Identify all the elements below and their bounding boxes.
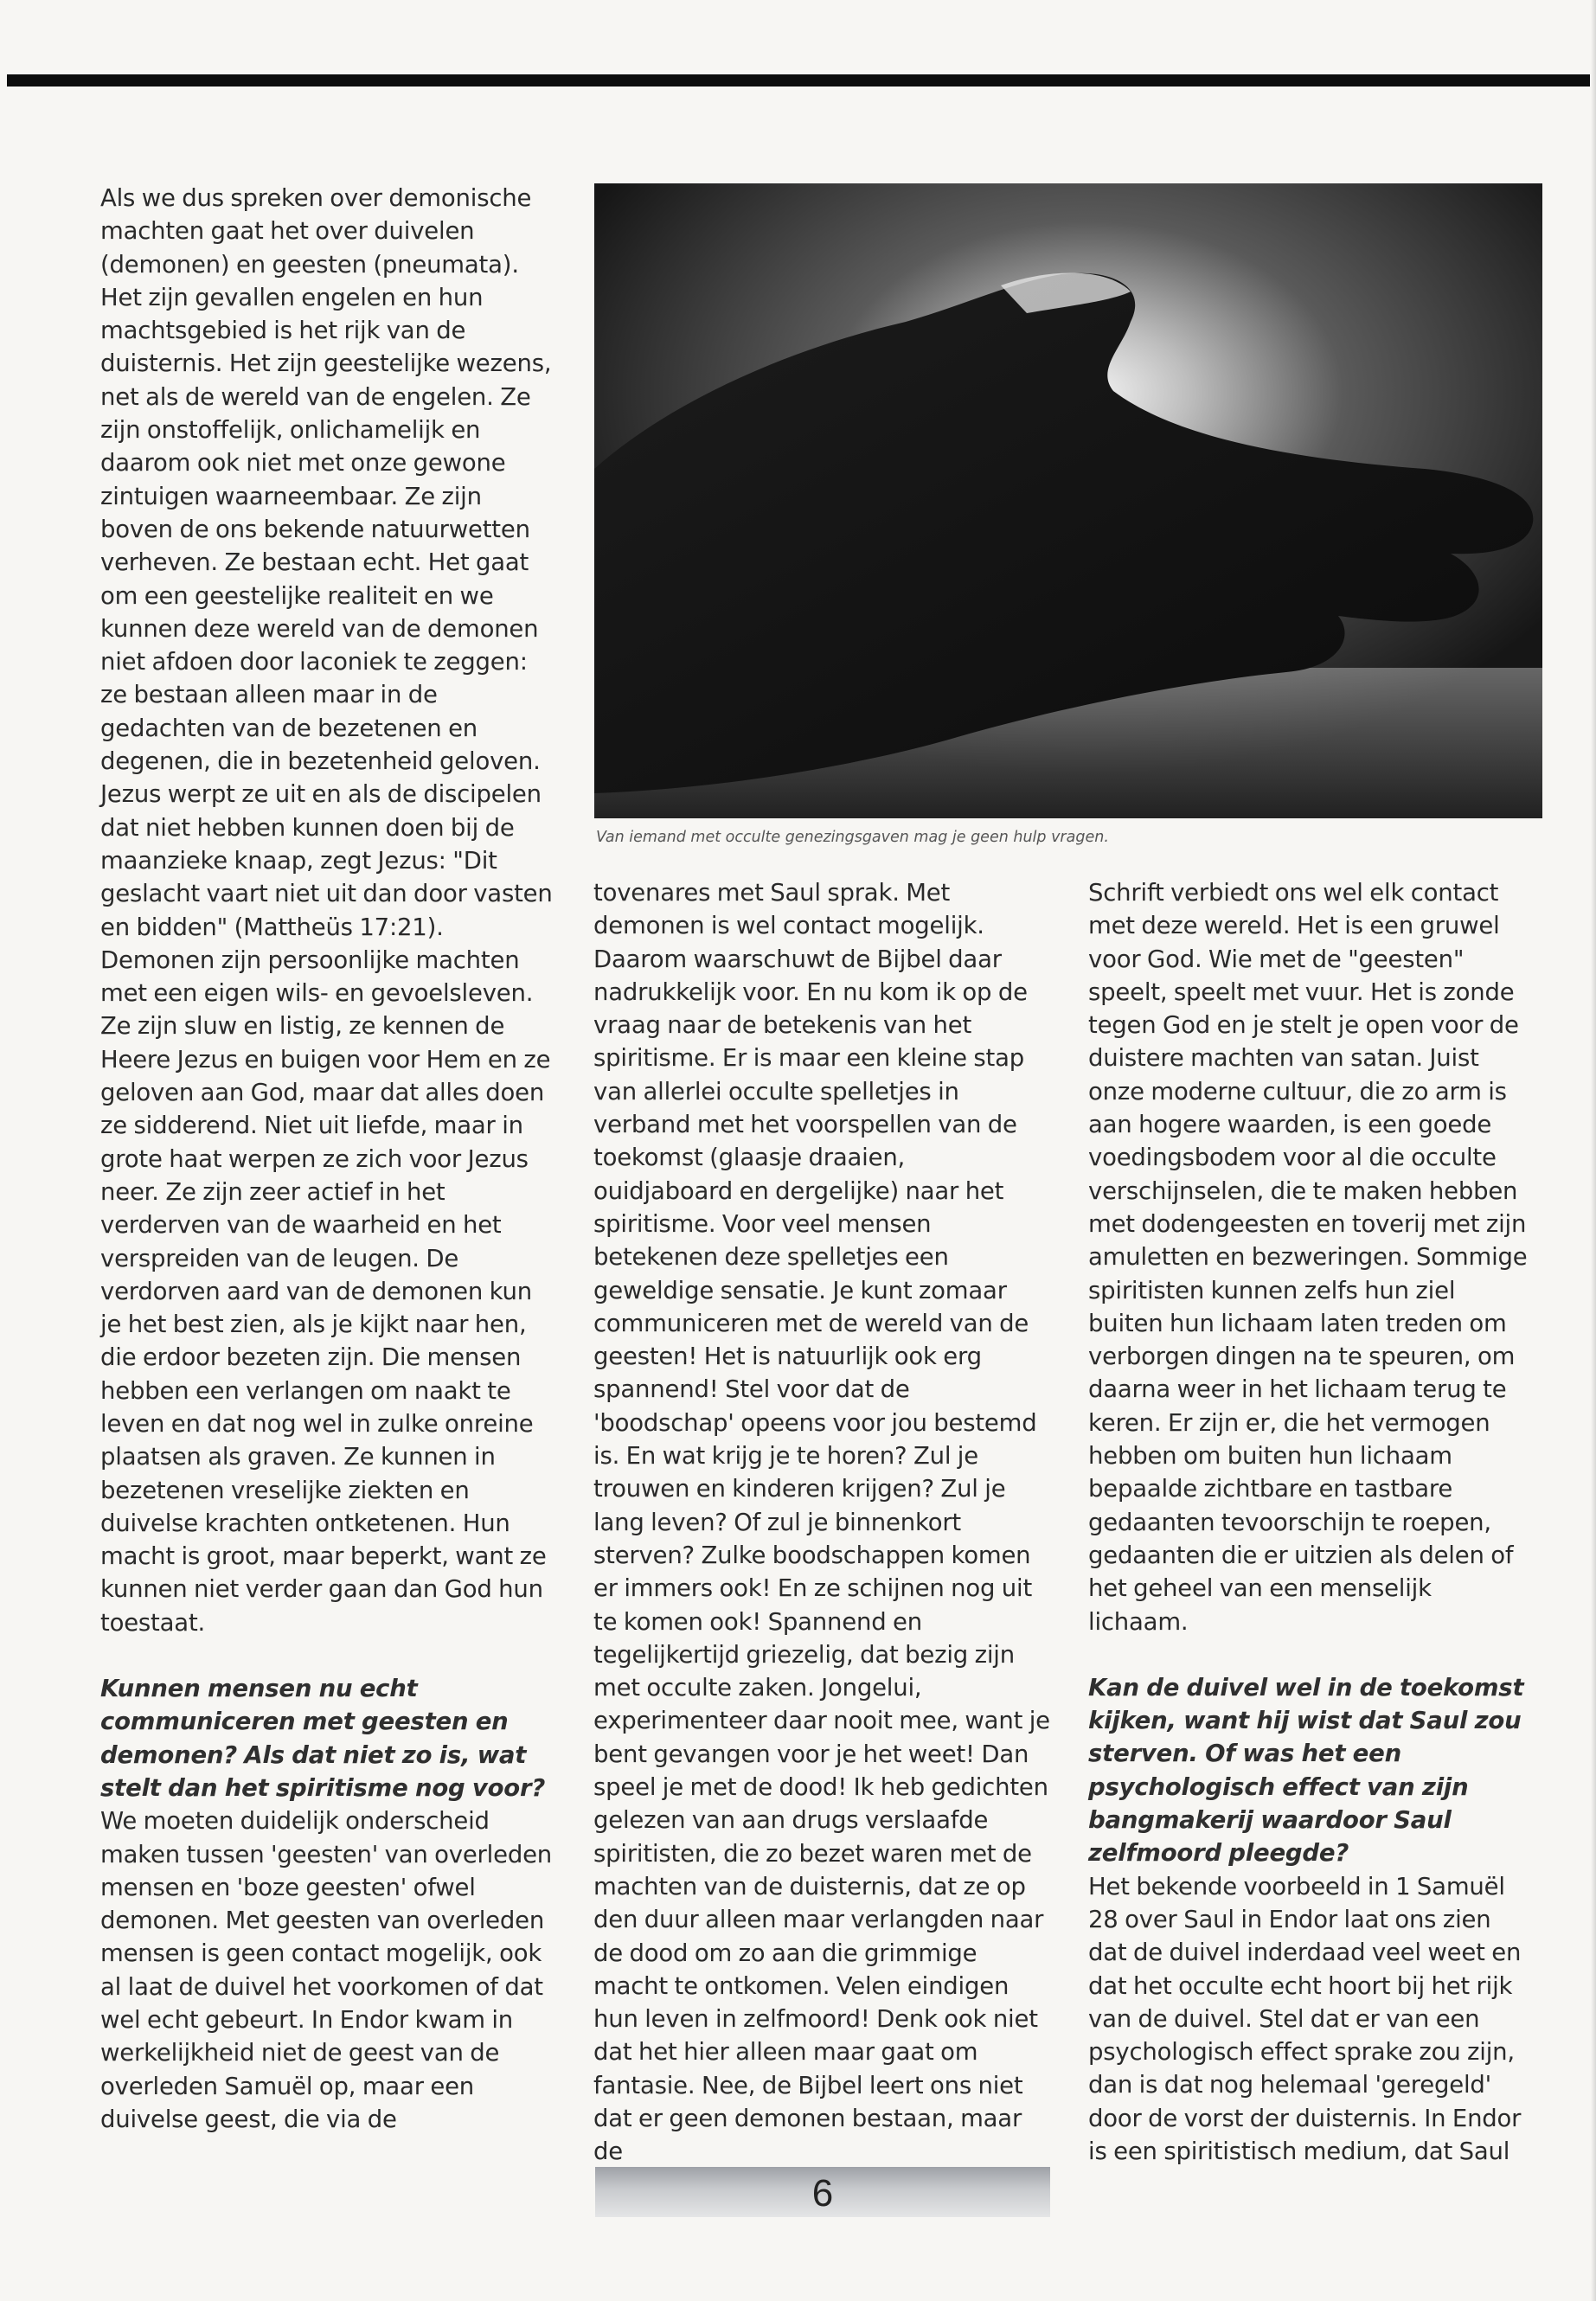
hand-silhouette-image — [594, 183, 1542, 818]
photo-caption: Van iemand met occulte genezingsgaven mag je geen hulp vragen. — [596, 829, 1109, 846]
question-heading-communiceren: Kunnen mensen nu echt communiceren met geesten en demonen? Als dat niet zo is, wat stelt dan het spiritisme nog voor? — [100, 1675, 546, 1802]
paragraph-samuel-endor: Het bekende voorbeeld in 1 Samuël 28 over Saul in Endor laat ons zien dat de duivel inderdaad veel weet en dat het occulte echt hoort bij het rijk van de duivel. Stel dat er van een psychologisch effect sprake zou zijn, dan is dat nog helemaal 'geregeld' door de vorst der duisternis. In Endor is een spiritistisch medium, dat Saul — [1088, 1872, 1522, 2165]
paragraph-onderscheid: We moeten duidelijk onderscheid maken tussen 'geesten' van overleden mensen en 'boze geesten' ofwel demonen. Met geesten van overleden mensen is geen contact mogelijk, ook al laat de duivel het voorkomen of dat wel echt gebeurt. In Endor kwam in werkelijkheid niet de geest van de overleden Samuël op, maar een duivelse geest, die via de — [100, 1807, 553, 2133]
page-number-bar — [595, 2167, 1050, 2217]
paragraph-schrift-verbiedt: Schrift verbiedt ons wel elk contact met deze wereld. Het is een gruwel voor God. Wie met de "geesten" speelt, speelt met vuur. Het is zonde tegen God en je stelt je open voor de duistere machten van satan. Juist onze moderne cultuur, die zo arm is aan hogere waarden, is een goede voedingsbodem voor al die occulte verschijnselen, die te maken hebben met dodengeesten en toverij met zijn amuletten en bezweringen. Sommige spiritisten kunnen zelfs hun ziel buiten hun lichaam laten treden om verborgen dingen na te speuren, om daarna weer in het lichaam terug te keren. Er zijn er, die het vermogen hebben om buiten hun lichaam bepaalde zichtbare en tastbare gedaanten tevoorschijn te roepen, gedaanten die er uitzien als delen of het geheel van een menselijk lichaam. — [1088, 879, 1528, 1636]
top-rule — [7, 74, 1590, 87]
hand-photo — [594, 183, 1542, 818]
paragraph-tovenares: tovenares met Saul sprak. Met demonen is wel contact mogelijk. Daarom waarschuwt de Bijbel daar nadrukkelijk voor. En nu kom ik op de vraag naar de betekenis van het spiritisme. Er is maar een kleine stap van allerlei occulte spelletjes in verband met het voorspellen van de toekomst (glaasje draaien, ouidjaboard en dergelijke) naar het spiritisme. Voor veel mensen betekenen deze spelletjes een geweldige sensatie. Je kunt zomaar communiceren met de wereld van de geesten! Het is natuurlijk ook erg spannend! Stel voor dat de 'boodschap' opeens voor jou bestemd is. En wat krijg je te horen? Zul je trouwen en kinderen krijgen? Zul je lang leven? Of zul je binnenkort sterven? Zulke boodschappen komen er immers ook! En ze schijnen nog uit te komen ook! Spannend en tegelijkertijd griezelig, dat bezig zijn met occulte zaken. Jongelui, experimenteer daar nooit mee, want je bent gevangen voor je het weet! Dan speel je met de dood! Ik heb gedichten gelezen van aan drugs verslaafde spiritisten, die zo bezet waren met de machten van de duisternis, dat ze op den duur alleen maar verlangden naar de dood om zo aan die grimmige macht te ontkomen. Velen eindigen hun leven in zelfmoord! Denk ook niet dat het hier alleen maar gaat om fantasie. Nee, de Bijbel leert ons niet dat er geen demonen bestaan, maar de — [593, 879, 1050, 2166]
question-heading-toekomst: Kan de duivel wel in de toekomst kijken, want hij wist dat Saul zou sterven. Of was het een psychologisch effect van zijn bangmakerij waardoor Saul zelfmoord pleegde? — [1088, 1673, 1524, 1868]
page-edge — [1591, 0, 1596, 2301]
column-2 — [593, 876, 1050, 2169]
paragraph-demonische-machten: Als we dus spreken over demonische machten gaat het over duivelen (demonen) en geesten (pneumata). Het zijn gevallen engelen en hun machtsgebied is het rijk van de duisternis. Het zijn geestelijke wezens, net als de wereld van de engelen. Ze zijn onstoffelijk, onlichamelijk en daarom ook niet met onze gewone zintuigen waarneembaar. Ze zijn boven de ons bekende natuurwetten verheven. Ze bestaan echt. Het gaat om een geestelijke realiteit en we kunnen deze wereld van de demonen niet afdoen door laconiek te zeggen: ze bestaan alleen maar in de gedachten van de bezetenen en degenen, die in bezetenheid geloven. Jezus werpt ze uit en als de discipelen dat niet hebben kunnen doen bij de maanzieke knaap, zegt Jezus: "Dit geslacht vaart niet uit dan door vasten en bidden" (Mattheüs 17:21). Demonen zijn persoonlijke machten met een eigen wils- en gevoelsleven. Ze zijn sluw en listig, ze kennen de Heere Jezus en buigen voor Hem en ze geloven aan God, maar dat alles doen ze sidderend. Niet uit liefde, maar in grote haat werpen ze zich voor Jezus neer. Ze zijn zeer actief in het verderven van de waarheid en het verspreiden van de leugen. De verdorven aard van de demonen kun je het best zien, als je kijkt naar hen, die erdoor bezeten zijn. Die mensen hebben een verlangen om naakt te leven en dat nog wel in zulke onreine plaatsen als graven. Ze kunnen in bezetenen vreselijke ziekten en duivelse krachten ontketenen. Hun macht is groot, maar beperkt, want ze kunnen niet verder gaan dan God hun toestaat. — [100, 184, 553, 1637]
column-3 — [1088, 876, 1529, 2168]
page-number: 6 — [811, 2172, 834, 2214]
column-1 — [100, 182, 553, 2136]
